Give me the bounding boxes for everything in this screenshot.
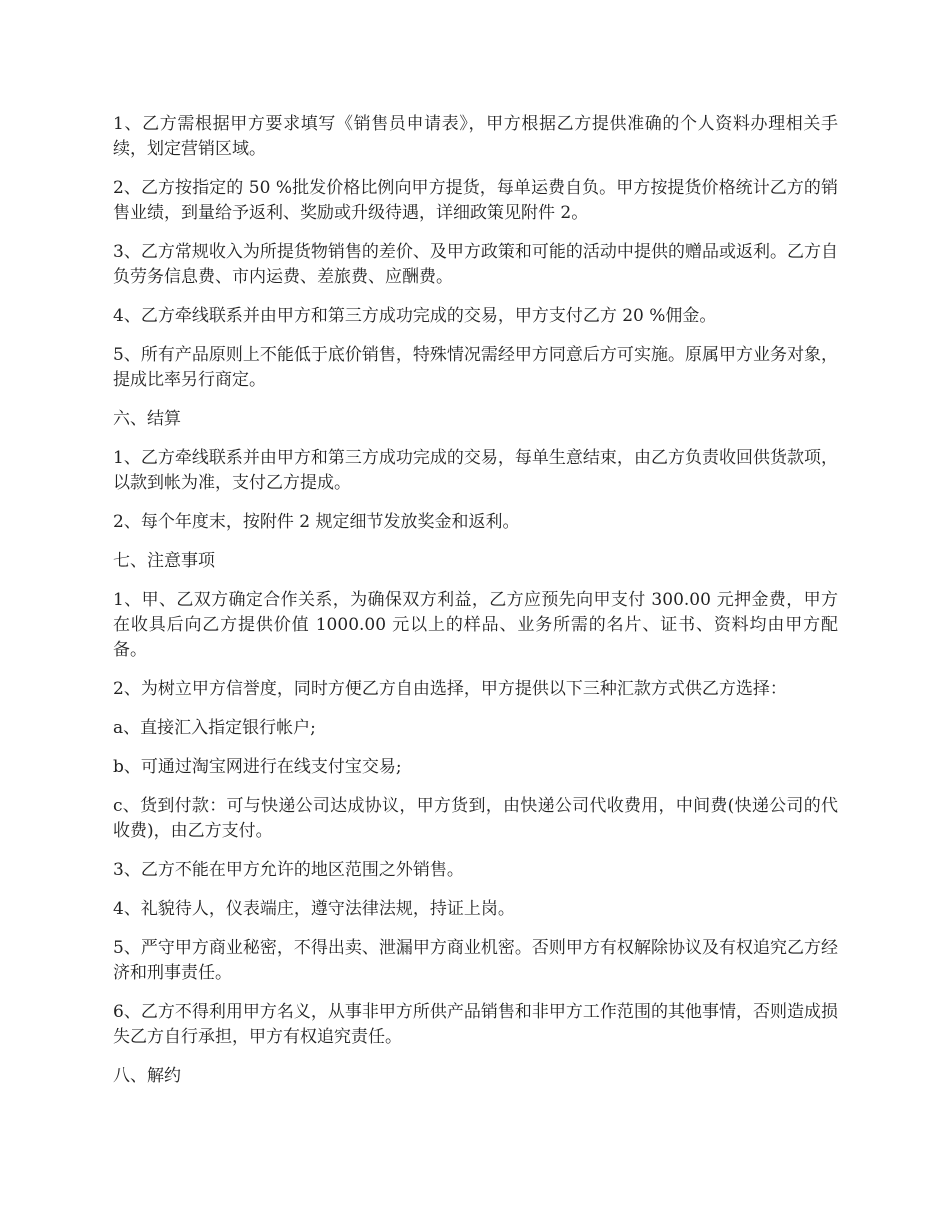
clause-7-6: 6、乙方不得利用甲方名义，从事非甲方所供产品销售和非甲方工作范围的其他事情，否则造成损失乙方自行承担，甲方有权追究责任。 bbox=[113, 1002, 838, 1047]
clause-7-4: 4、礼貌待人，仪表端庄，遵守法律法规，持证上岗。 bbox=[113, 899, 515, 919]
clause-5-2: 2、乙方按指定的 50 %批发价格比例向甲方提货，每单运费自负。甲方按提货价格统计乙方的销售业绩，到量给予返利、奖励或升级待遇，详细政策见附件 2。 bbox=[113, 178, 838, 223]
clause-5-1: 1、乙方需根据甲方要求填写《销售员申请表》，甲方根据乙方提供准确的个人资料办理相关手续，划定营销区域。 bbox=[113, 114, 838, 159]
clause-7-5: 5、严守甲方商业秘密，不得出卖、泄漏甲方商业机密。否则甲方有权解除协议及有权追究乙方经济和刑事责任。 bbox=[113, 938, 838, 983]
section-heading-notes: 七、注意事项 bbox=[113, 551, 215, 571]
clause-5-5: 5、所有产品原则上不能低于底价销售，特殊情况需经甲方同意后方可实施。原属甲方业务对象，提成比率另行商定。 bbox=[113, 345, 838, 390]
clause-6-2: 2、每个年度末，按附件 2 规定细节发放奖金和返利。 bbox=[113, 512, 520, 532]
section-heading-termination: 八、解约 bbox=[113, 1066, 181, 1086]
clause-5-4: 4、乙方牵线联系并由甲方和第三方成功完成的交易，甲方支付乙方 20 %佣金。 bbox=[113, 306, 717, 326]
clause-7-3: 3、乙方不能在甲方允许的地区范围之外销售。 bbox=[113, 860, 464, 880]
payment-option-b: b、可通过淘宝网进行在线支付宝交易; bbox=[113, 757, 402, 777]
payment-option-c: c、货到付款：可与快递公司达成协议，甲方货到，由快递公司代收费用，中间费(快递公司的代收费)，由乙方支付。 bbox=[113, 796, 838, 841]
clause-5-3: 3、乙方常规收入为所提货物销售的差价、及甲方政策和可能的活动中提供的赠品或返利。乙方自负劳务信息费、市内运费、差旅费、应酬费。 bbox=[113, 242, 838, 287]
clause-7-1: 1、甲、乙双方确定合作关系，为确保双方利益，乙方应预先向甲支付 300.00 元押金费，甲方在收具后向乙方提供价值 1000.00 元以上的样品、业务所需的名片、证书、资料均由甲方配备。 bbox=[113, 590, 838, 660]
section-heading-settlement: 六、结算 bbox=[113, 409, 181, 429]
clause-7-2: 2、为树立甲方信誉度，同时方便乙方自由选择，甲方提供以下三种汇款方式供乙方选择： bbox=[113, 679, 787, 699]
payment-option-a: a、直接汇入指定银行帐户; bbox=[113, 718, 316, 738]
clause-6-1: 1、乙方牵线联系并由甲方和第三方成功完成的交易，每单生意结束，由乙方负责收回供货款项，以款到帐为准，支付乙方提成。 bbox=[113, 448, 838, 493]
